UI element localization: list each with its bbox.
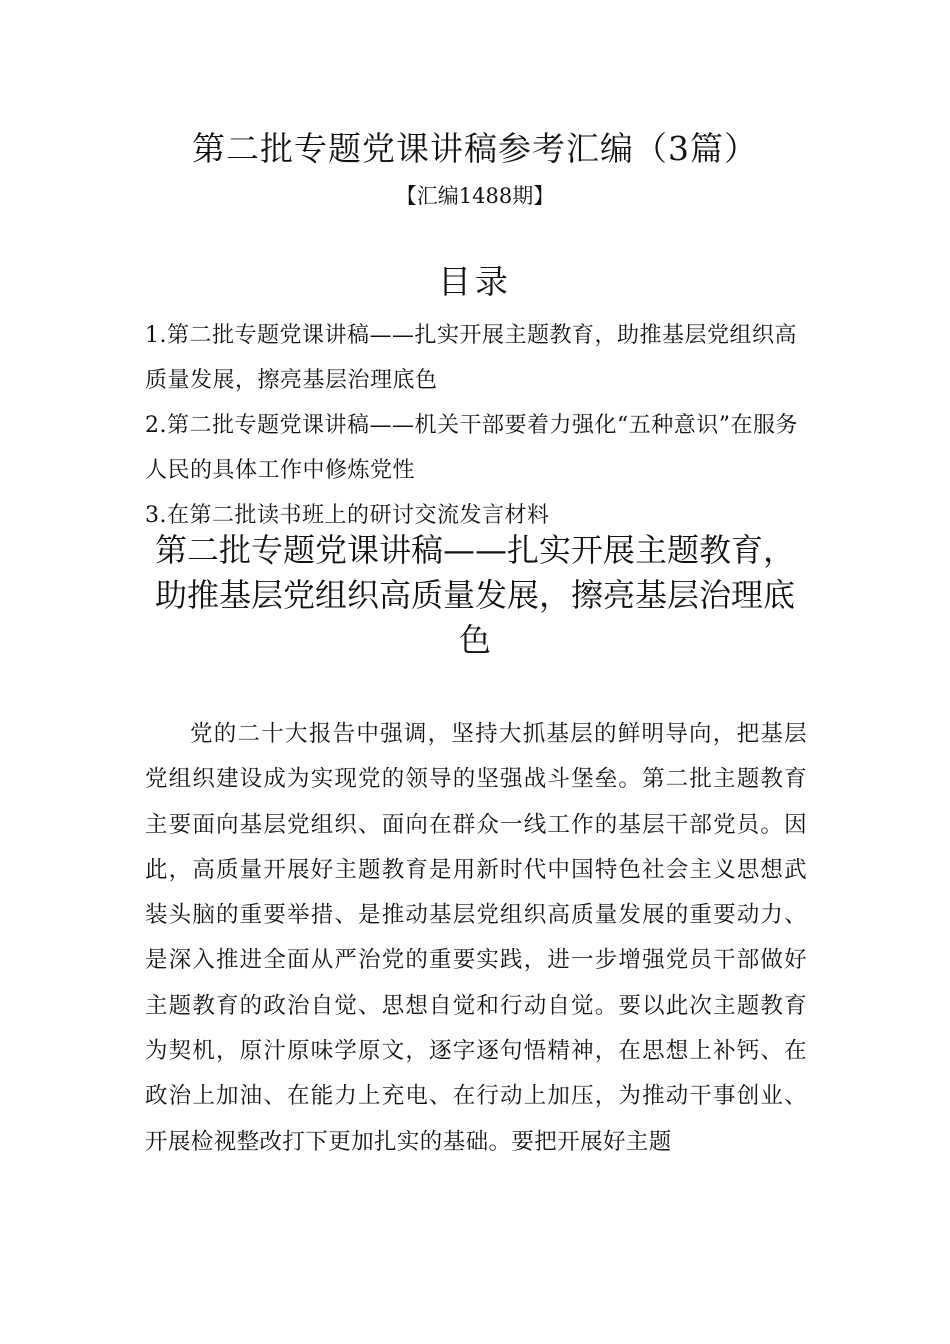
toc-heading: 目录: [438, 262, 512, 301]
section-title: 第二批专题党课讲稿——扎实开展主题教育，助推基层党组织高质量发展，擦亮基层治理底色: [154, 531, 795, 659]
table-of-contents: [145, 313, 807, 538]
toc-item-3: 3.在第二批读书班上的研讨交流发言材料: [145, 503, 550, 528]
body-paragraph: 党的二十大报告中强调，坚持大抓基层的鲜明导向，把基层党组织建设成为实现党的领导的坚强战斗堡垒。第二批主题教育主要面向基层党组织、面向在群众一线工作的基层干部党员。因此，高质量开展好主题教育是用新时代中国特色社会主义思想武装头脑的重要举措、是推动基层党组织高质量发展的重要动力、是深入推进全面从严治党的重要实践，进一步增强党员干部做好主题教育的政治自觉、思想自觉和行动自觉。要以此次主题教育为契机，原汁原味学原文，逐字逐句悟精神，在思想上补钙、在政治上加油、在能力上充电、在行动上加压，为推动干事创业、开展检视整改打下更加扎实的基础。要把开展好主题: [145, 721, 807, 1155]
document-subtitle: 【汇编1488期】: [395, 184, 555, 208]
toc-item-2: 2.第二批专题党课讲稿——机关干部要着力强化“五种意识”在服务人民的具体工作中修炼党性: [145, 413, 798, 483]
toc-item-1: 1.第二批专题党课讲稿——扎实开展主题教育，助推基层党组织高质量发展，擦亮基层治理底色: [145, 323, 797, 393]
document-title: 第二批专题党课讲稿参考汇编（3篇）: [192, 129, 758, 168]
